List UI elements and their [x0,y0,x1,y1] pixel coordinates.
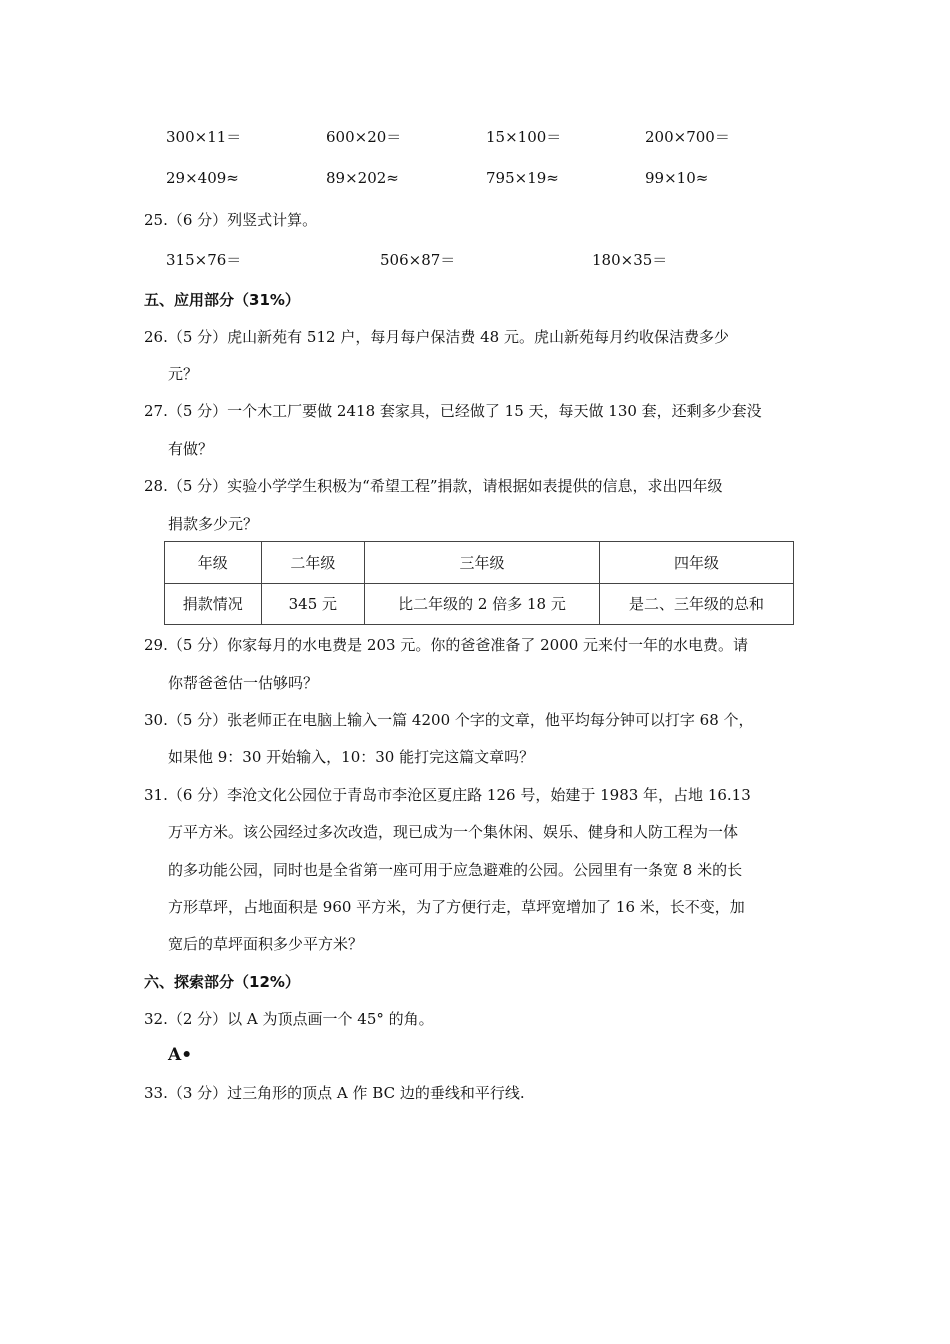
oral-item: 600×20＝ [326,128,402,146]
donation-table [164,541,794,625]
question-26-cont: 元？ [168,365,199,383]
oral-item: 15×100＝ [486,128,562,146]
vertical-calc-item: 315×76＝ [166,251,242,269]
question-26: 26.（5 分）虎山新苑有 512 户，每月每户保洁费 48 元。虎山新苑每月约收保洁费多少 [144,328,729,346]
question-31: 31.（6 分）李沧文化公园位于青岛市李沧区夏庄路 126 号，始建于 1983 年，占地 16.13 [144,786,751,804]
question-27-cont: 有做？ [168,440,214,458]
table-cell: 年级 [165,542,262,584]
table-cell: 捐款情况 [165,583,262,625]
question-31-cont: 万平方米。该公园经过多次改造，现已成为一个集休闲、娱乐、健身和人防工程为一体 [168,823,739,841]
vertical-calc-item: 506×87＝ [380,251,456,269]
question-31-cont: 宽后的草坪面积多少平方米？ [168,935,364,953]
question-29-cont: 你帮爸爸估一估够吗？ [168,674,319,692]
estimate-item: 99×10≈ [645,169,709,187]
table-cell: 比二年级的 2 倍多 18 元 [365,583,600,625]
table-cell: 三年级 [365,542,600,584]
table-row [165,583,794,625]
point-a-text: A [168,1045,182,1065]
table-cell: 二年级 [261,542,365,584]
section-heading-application: 五、应用部分（31%） [144,291,300,309]
point-a-label [168,1045,192,1065]
section-heading-exploration: 六、探索部分（12%） [144,973,300,991]
point-dot: • [181,1045,193,1065]
table-header-row [165,542,794,584]
question-25: 25.（6 分）列竖式计算。 [144,211,318,229]
vertical-calc-item: 180×35＝ [592,251,668,269]
estimate-item: 89×202≈ [326,169,399,187]
question-27: 27.（5 分）一个木工厂要做 2418 套家具，已经做了 15 天，每天做 130 套，还剩多少套没 [144,402,762,420]
table-cell: 四年级 [599,542,793,584]
question-30-cont: 如果他 9：30 开始输入，10：30 能打完这篇文章吗？ [168,748,535,766]
question-28: 28.（5 分）实验小学学生积极为“希望工程”捐款，请根据如表提供的信息，求出四年级 [144,477,723,495]
estimate-item: 795×19≈ [486,169,559,187]
oral-item: 300×11＝ [166,128,242,146]
oral-item: 200×700＝ [645,128,730,146]
question-31-cont: 方形草坪，占地面积是 960 平方米，为了方便行走，草坪宽增加了 16 米，长不变，加 [168,898,745,916]
question-28-cont: 捐款多少元？ [168,515,259,533]
question-30: 30.（5 分）张老师正在电脑上输入一篇 4200 个字的文章，他平均每分钟可以打字 68 个， [144,711,754,729]
question-33: 33.（3 分）过三角形的顶点 A 作 BC 边的垂线和平行线. [144,1084,525,1102]
table-cell: 345 元 [261,583,365,625]
question-31-cont: 的多功能公园，同时也是全省第一座可用于应急避难的公园。公园里有一条宽 8 米的长 [168,861,743,879]
table-cell: 是二、三年级的总和 [599,583,793,625]
question-29: 29.（5 分）你家每月的水电费是 203 元。你的爸爸准备了 2000 元来付一年的水电费。请 [144,636,749,654]
estimate-item: 29×409≈ [166,169,239,187]
question-32: 32.（2 分）以 A 为顶点画一个 45° 的角。 [144,1010,434,1028]
